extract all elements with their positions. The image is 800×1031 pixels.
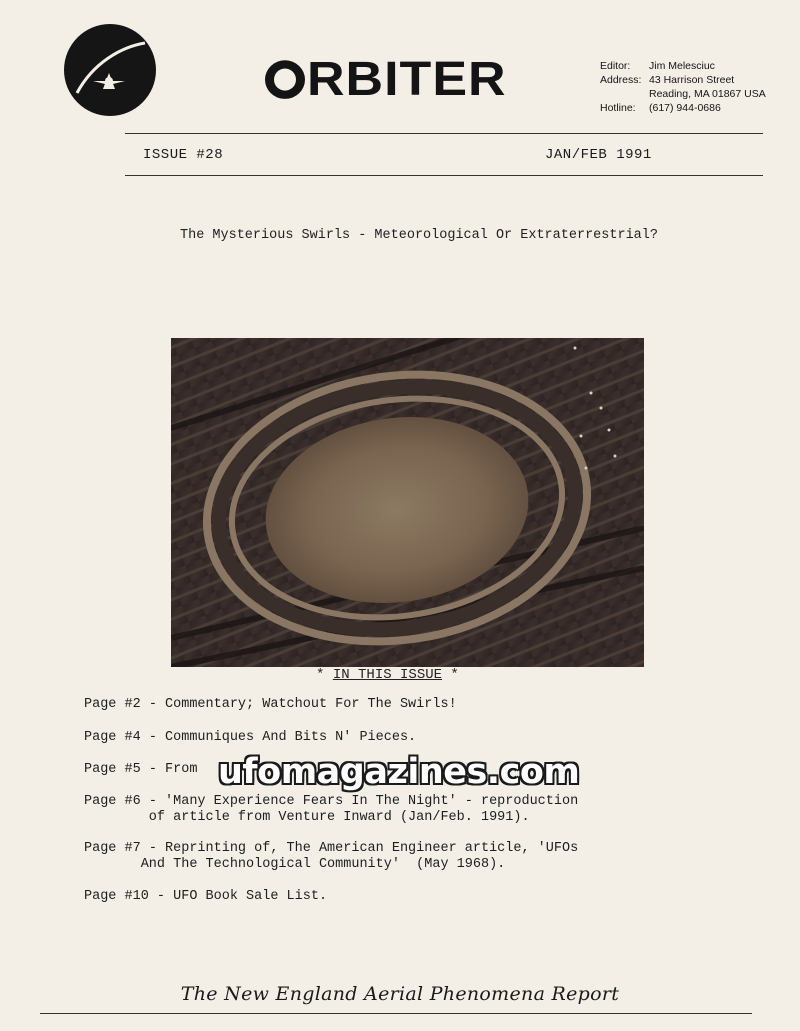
address-line2: Reading, MA 01867 USA	[649, 88, 766, 100]
in-this-issue-heading	[316, 667, 459, 683]
editor-label: Editor:	[600, 60, 631, 72]
watermark-text: ufomagazines.com	[218, 752, 580, 792]
toc-text: - 'Many Experience Fears In The Night' - reproduction of article from Venture Inward (Jan/Feb. 1991).	[148, 794, 579, 825]
toc-page: Page #10	[84, 889, 149, 904]
editor-info	[600, 59, 790, 115]
in-this-issue-prefix: *	[316, 667, 333, 683]
footer-title: The New England Aerial Phenomena Report	[180, 983, 620, 1005]
address-label: Address:	[600, 74, 642, 86]
cover-headline: The Mysterious Swirls - Meteorological Or Extraterrestrial?	[180, 228, 658, 243]
hotline-number: (617) 944-0686	[649, 102, 721, 114]
toc-item	[84, 794, 578, 826]
toc-page: Page #7	[84, 841, 141, 856]
toc-page: Page #5	[84, 762, 141, 777]
issue-date: JAN/FEB 1991	[545, 147, 652, 163]
crop-circle-photo	[171, 338, 644, 667]
toc-page: Page #6	[84, 794, 141, 809]
in-this-issue-suffix: *	[442, 667, 459, 683]
toc-page: Page #2	[84, 697, 141, 712]
top-rule	[125, 133, 763, 134]
in-this-issue-label: IN THIS ISSUE	[332, 667, 443, 683]
toc-item	[84, 841, 578, 873]
toc-text: - From	[140, 762, 198, 777]
toc-item	[84, 697, 457, 713]
toc-text: - UFO Book Sale List.	[148, 889, 328, 904]
orbiter-logo-icon	[63, 23, 157, 117]
address-line1: 43 Harrison Street	[649, 74, 735, 86]
masthead-title	[265, 52, 507, 107]
toc-item	[84, 889, 327, 905]
toc-text: - Reprinting of, The American Engineer article, 'UFOs And The Technological Community' (May 1968).	[140, 841, 579, 872]
toc-item	[84, 730, 416, 746]
editor-name: Jim Melesciuc	[649, 60, 715, 72]
footer-rule	[40, 1013, 752, 1014]
hotline-label: Hotline:	[600, 102, 636, 114]
issue-rule	[125, 175, 763, 176]
toc-page: Page #4	[84, 730, 141, 745]
toc-item	[84, 762, 197, 778]
masthead-text: RBITER	[307, 52, 507, 107]
issue-number: ISSUE #28	[143, 147, 224, 163]
toc-text: - Commentary; Watchout For The Swirls!	[140, 697, 457, 712]
toc-text: - Communiques And Bits N' Pieces.	[140, 730, 417, 745]
